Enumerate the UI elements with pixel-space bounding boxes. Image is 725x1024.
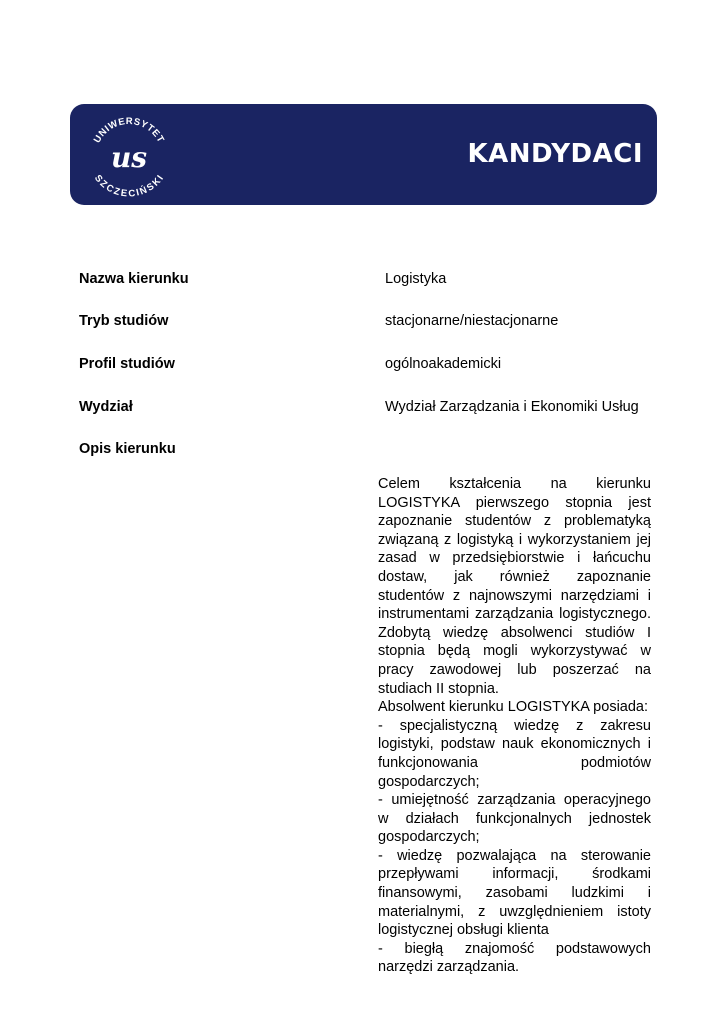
description-paragraph: - specjalistyczną wiedzę z zakresu logistyki, podstaw nauk ekonomicznych i funkcjonowania podmiotów gospodarczych; — [378, 717, 651, 790]
description-paragraph: Absolwent kierunku LOGISTYKA posiada: — [378, 699, 649, 716]
seal-monogram: us — [110, 141, 148, 174]
description-paragraph: Celem kształcenia na kierunku LOGISTYKA pierwszego stopnia jest zapoznanie studentów z problematyką związaną z logistyką i wykorzystaniem jej zasad w przedsiębiorstwie i łańcuchu dostaw, jak również zapoznanie studentów z najnowszymi narzędziami i instrumentami zarządzania logistycznego. Zdobytą wiedzę absolwenci studiów I stopnia będą mogli wykorzystywać w pracy zawodowej lub poszerzać na studiach II stopnia. — [378, 476, 651, 697]
university-seal-icon — [84, 109, 174, 199]
description-paragraph: - wiedzę pozwalająca na sterowanie przepływami informacji, środkami finansowymi, zasobami ludzkimi i materialnymi, z uwzględnieniem istoty logistycznej obsługi klienta — [378, 847, 651, 939]
seal-upper-text: UNIWERSYTET — [91, 115, 167, 145]
banner-title: KANDYDACI — [467, 139, 643, 169]
seal-lower-text: SZCZECIŃSKI — [91, 172, 167, 199]
field-value-study-mode: stacjonarne/niestacjonarne — [385, 313, 559, 329]
field-label-study-profile: Profil studiów — [79, 356, 175, 372]
program-description — [378, 475, 651, 977]
description-paragraph: - umiejętność zarządzania operacyjnego w działach funkcjonalnych jednostek gospodarczych; — [378, 792, 651, 846]
field-label-study-mode: Tryb studiów — [79, 313, 169, 329]
field-label-program-name: Nazwa kierunku — [79, 271, 189, 287]
description-paragraph: - biegłą znajomość podstawowych narzędzi zarządzania. — [378, 940, 651, 976]
field-value-study-profile: ogólnoakademicki — [385, 356, 502, 372]
field-label-faculty: Wydział — [79, 399, 133, 415]
header-banner — [70, 104, 657, 205]
field-value-faculty: Wydział Zarządzania i Ekonomiki Usług — [385, 399, 639, 415]
description-label: Opis kierunku — [79, 441, 176, 457]
field-value-program-name: Logistyka — [385, 271, 447, 287]
